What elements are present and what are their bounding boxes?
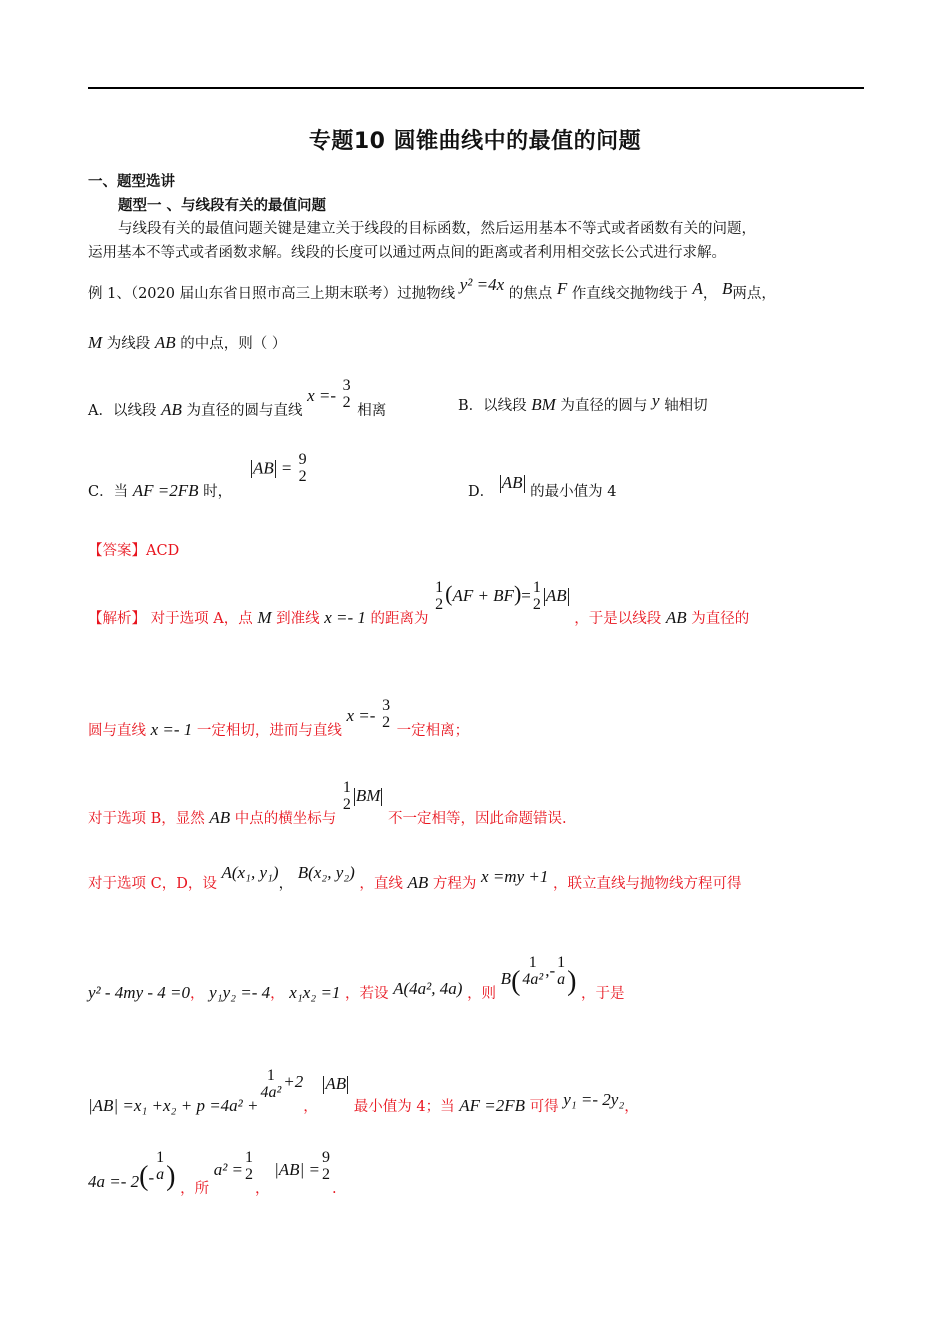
text: 相离 — [357, 402, 387, 419]
point-B: B — [721, 279, 733, 298]
product-y: y₁y₂ =- 4 — [209, 982, 271, 1002]
segment-AB: AB — [209, 807, 231, 827]
text: 对于选项 C，D，设 — [88, 876, 217, 892]
denominator: 2 — [342, 393, 351, 411]
fraction — [380, 698, 392, 732]
text: 可得 — [529, 1098, 559, 1115]
analysis-line-4: 对于选项 C，D，设 A(x₁, y₁)， B(x₂, y₂) ，直线 AB 方程为 x =my +1 ，联立直线与抛物线方程可得 — [88, 863, 742, 892]
example-prefix: 例 1、（2020 届山东省日照市高三上期末联考）过抛物线 — [88, 286, 456, 302]
parabola-equation: y² =4x — [459, 275, 505, 294]
text: 方程为 — [432, 876, 477, 892]
product-x: x₁x₂ =1 — [289, 982, 341, 1002]
denominator: 2 — [382, 713, 391, 731]
abs-BM: BM — [355, 785, 381, 805]
option-C — [88, 480, 232, 503]
option-C-result: AB = 9 2 — [253, 451, 307, 485]
intro-line-2: 运用基本不等式或者函数求解。线段的长度可以通过两点间的距离或者利用相交弦长公式进行求解。 — [88, 245, 726, 261]
text: 中点的横坐标与 — [234, 810, 337, 827]
analysis-line-6: |AB| =x₁ +x₂ + p =4a² + 1 4a² +2， AB 最小值为 4；当 AF =2FB 可得 y₁ =- 2y₂， — [88, 1067, 639, 1115]
text: 为线段 — [106, 336, 151, 352]
denominator: 2 — [298, 467, 307, 485]
abs-bar — [500, 475, 501, 493]
analysis-line-5: y² - 4my - 4 =0， y₁y₂ =- 4， x₁x₂ =1 ，若设 A(4a², 4a) ，则 B( 1 4a² ,- 1 a ) ，于是 — [88, 954, 625, 1002]
answer-line — [88, 540, 179, 562]
section-heading: 一、题型选讲 — [88, 174, 175, 190]
text: ，于是以线段 — [574, 610, 662, 627]
directrix-equation: x =- 1 — [324, 607, 366, 627]
fraction-half — [531, 580, 543, 614]
plus-two: +2 — [283, 1071, 304, 1091]
text: 一定相离； — [396, 722, 470, 739]
answer-value: ACD — [146, 543, 180, 559]
analysis-line-7: 4a =- 2(- 1 a ) ，所 a² = 1 2 ， |AB| = 9 2 . — [88, 1149, 337, 1197]
option-B — [458, 391, 708, 417]
text: 两点， — [732, 286, 776, 302]
text: 为直径的圆与 — [560, 398, 648, 414]
text: 最小值为 4；当 — [353, 1098, 455, 1115]
focus-F: F — [556, 279, 568, 298]
text: 到准线 — [276, 610, 320, 627]
page-title: 专题10 圆锥曲线中的最值的问题 — [308, 129, 642, 154]
line-equation: x =- — [346, 705, 376, 725]
y-axis: y — [652, 391, 660, 410]
intro-line-1: 与线段有关的最值问题关键是建立关于线段的目标函数，然后运用基本不等式或者函数有关的问题， — [118, 221, 756, 237]
text: 对于选项 B，显然 — [88, 810, 205, 827]
denominator: 2 — [532, 595, 541, 613]
vector-equation: AF =2FB — [459, 1095, 525, 1115]
type-heading: 题型一 、与线段有关的最值问题 — [118, 198, 327, 214]
example-1-line-2 — [88, 332, 286, 355]
abs-AB: AB — [501, 473, 523, 492]
text: ，联立直线与抛物线方程可得 — [552, 876, 742, 892]
text: 的距离为 — [370, 610, 429, 627]
segment-AB: AB — [161, 399, 182, 419]
a-squared: a² = — [213, 1159, 244, 1179]
fraction: 1 a — [557, 954, 566, 988]
line-equation: x =- — [307, 385, 337, 405]
numerator: 1 — [532, 579, 541, 596]
text: ，直线 — [359, 876, 403, 892]
line-equation: x =- 1 — [150, 719, 193, 739]
segment-AB: AB — [407, 873, 429, 892]
option-A-label: A．以线段 — [88, 402, 157, 419]
answer-label: 【答案】 — [88, 543, 146, 559]
text: 的最小值为 4 — [530, 484, 617, 500]
text: 一定相切，进而与直线 — [196, 722, 342, 739]
fraction — [341, 378, 353, 412]
length-formula: |AB| =x₁ +x₂ + p =4a² + — [88, 1095, 259, 1115]
point-B: B — [500, 968, 512, 988]
fraction: 1 4a² — [522, 954, 544, 988]
distance-sum: AF + BF — [452, 585, 514, 605]
quadratic-equation: y² - 4my - 4 =0 — [88, 982, 191, 1002]
text: ，所 — [180, 1180, 210, 1197]
text: 为直径的圆与直线 — [186, 402, 303, 419]
point-A: A — [692, 279, 703, 298]
option-D-label: D． — [468, 484, 495, 500]
point-B-coords: B(x₂, y₂) — [297, 863, 355, 882]
period: . — [331, 1180, 337, 1197]
numerator: 3 — [342, 377, 351, 394]
analysis-label: 【解析】 — [88, 610, 146, 627]
fraction-half — [433, 580, 445, 614]
abs-AB-equation: |AB| = — [274, 1159, 320, 1179]
abs-bar — [251, 460, 252, 478]
line-AB-equation: x =my +1 — [481, 867, 549, 886]
analysis-line-3 — [88, 779, 567, 827]
text: 的中点，则（ ） — [180, 336, 287, 352]
fraction: 9 2 — [321, 1149, 330, 1183]
text: 的焦点 — [508, 286, 553, 302]
text: 不一定相等，因此命题错误. — [388, 810, 567, 827]
option-C-label: C．当 — [88, 484, 129, 500]
abs-AB: AB — [545, 585, 567, 605]
fraction — [297, 452, 309, 486]
abs-AB: AB — [253, 458, 274, 478]
denominator: 2 — [435, 595, 444, 613]
point-A-param: A(4a², 4a) — [393, 978, 463, 998]
denominator: 2 — [342, 795, 351, 813]
numerator: 1 — [435, 579, 444, 596]
text: 对于选项 A，点 — [150, 610, 253, 627]
numerator: 1 — [342, 779, 351, 796]
option-A — [88, 370, 387, 419]
abs-bar — [275, 460, 276, 478]
analysis-line-2 — [88, 690, 470, 739]
text: 圆与直线 — [88, 722, 146, 739]
point-M: M — [88, 333, 103, 352]
point-A-coords: A(x₁, y₁) — [221, 863, 279, 882]
option-B-label: B．以线段 — [458, 398, 527, 414]
text: 为直径的 — [691, 610, 750, 627]
abs-AB: AB — [325, 1073, 347, 1093]
fraction: 1 2 — [245, 1149, 254, 1183]
segment-AB: AB — [665, 607, 687, 627]
example-1-line-1: 例 1、（2020 届山东省日照市高三上期末联考）过抛物线 y² =4x 的焦点 F 作直线交抛物线于 A， B两点， — [88, 275, 776, 302]
segment-AB: AB — [154, 333, 176, 352]
text: 作直线交抛物线于 — [571, 286, 688, 302]
fraction: 1 a — [156, 1149, 165, 1183]
segment-BM: BM — [531, 395, 556, 414]
point-M: M — [257, 607, 272, 627]
numerator: 3 — [382, 697, 391, 714]
text: 轴相切 — [664, 398, 708, 414]
fraction: 1 4a² — [260, 1067, 282, 1101]
text: ，于是 — [581, 985, 625, 1002]
numerator: 9 — [298, 451, 307, 468]
equation: 4a =- 2 — [88, 1171, 140, 1191]
header-rule — [88, 87, 864, 89]
fraction-half — [341, 780, 353, 814]
text: ，则 — [467, 985, 497, 1002]
analysis-line-1: 【解析】 对于选项 A，点 M 到准线 x =- 1 的距离为 1 2 (AF + BF)= 1 2 AB ，于是以线段 AB 为直径的 — [88, 579, 750, 627]
text: ，若设 — [345, 985, 389, 1002]
abs-bar — [524, 475, 525, 493]
option-D — [468, 473, 617, 503]
equals: = — [521, 585, 531, 605]
y-relation: y₁ =- 2y₂ — [563, 1089, 625, 1109]
vector-equation: AF =2FB — [132, 481, 199, 500]
text: 时， — [203, 484, 233, 500]
